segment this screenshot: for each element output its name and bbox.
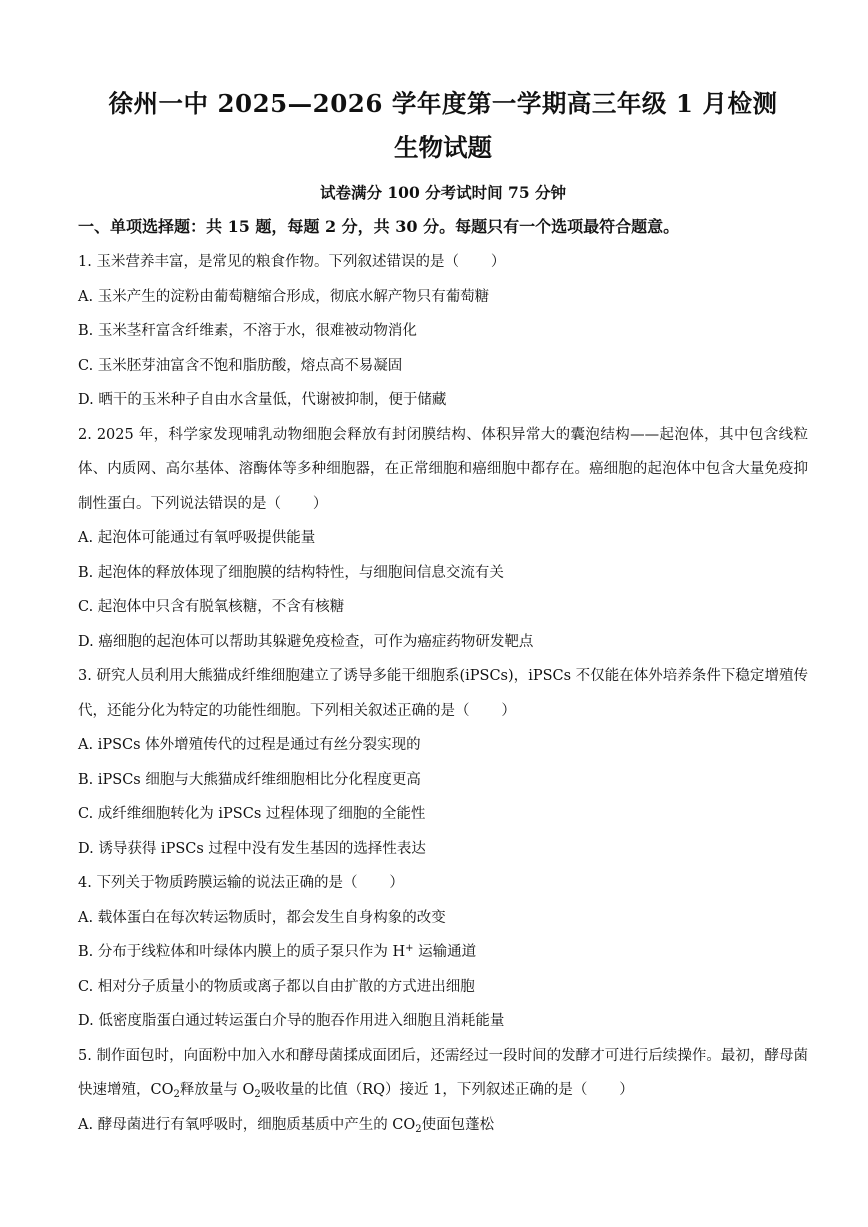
stem-text: 4. 下列关于物质跨膜运输的说法正确的是（ [78,875,358,891]
stem-text: 释放量与 O [179,1082,255,1098]
option-d: D. 癌细胞的起泡体可以帮助其躲避免疫检查，可作为癌症药物研发靶点 [78,633,534,650]
stem-text: 2. 2025 年，科学家发现哺乳动物细胞会释放有封闭膜结构、体积异常大的囊泡结构——起泡体，其中包含线粒体、内质网、高尔基体、溶酶体等多种细胞器，在正常细胞和癌细胞中都存在。癌细胞的起泡体中包含大量免疫抑制性蛋白。下列说法错误的是（ [78,426,808,512]
option-a: A. iPSCs 体外增殖传代的过程是通过有丝分裂实现的 [78,737,421,753]
question-stem [78,418,808,522]
exam-title: 徐州一中 2025—2026 学年度第一学期高三年级 1 月检测 [108,89,778,118]
question-stem [78,659,808,728]
option-c: C. 玉米胚芽油富含不饱和脂肪酸，熔点高不易凝固 [78,357,403,374]
stem-text: 1. 玉米营养丰富，是常见的粮食作物。下列叙述错误的是（ [78,254,459,270]
option-text-end: 运输通道 [413,944,477,960]
stem-text: 3. 研究人员利用大熊猫成纤维细胞建立了诱导多能干细胞系(iPSCs)，iPSCs 不仅能在体外培养条件下稳定增殖传代，还能分化为特定的功能性细胞。下列相关叙述正确的是（ [78,668,808,719]
question-3 [78,659,808,866]
subscript: 2 [173,1089,180,1100]
option-c: C. 相对分子质量小的物质或离子都以自由扩散的方式进出细胞 [78,978,475,995]
question-stem [78,1039,808,1108]
option-text: B. 分布于线粒体和叶绿体内膜上的质子泵只作为 H [78,944,406,960]
option-b: B. 玉米茎秆富含纤维素，不溶于水，很难被动物消化 [78,323,417,339]
exam-info: 试卷满分 100 分考试时间 75 分钟 [319,183,566,202]
superscript: + [405,943,414,954]
subscript: 2 [254,1089,261,1100]
stem-text: 5. 制作面包时，向面粉中加入水和酵母菌揉成面团后，还需经过一段时间的发酵才可进行后续操作。最初，酵母菌快速增殖，CO [78,1047,808,1098]
option-a: A. 起泡体可能通过有氧呼吸提供能量 [78,530,316,546]
option-a [78,1108,808,1143]
option-b: B. iPSCs 细胞与大熊猫成纤维细胞相比分化程度更高 [78,771,421,788]
option-c: C. 成纤维细胞转化为 iPSCs 过程体现了细胞的全能性 [78,806,426,822]
stem-text: 吸收量的比值（RQ）接近 1，下列叙述正确的是（ [260,1082,588,1098]
option-a: A. 玉米产生的淀粉由葡萄糖缩合形成，彻底水解产物只有葡萄糖 [78,288,490,305]
stem-text-end: ） [490,254,506,270]
section-heading: 一、单项选择题：共 15 题，每题 2 分，共 30 分。每题只有一个选项最符合题意。 [78,217,680,236]
question-stem [78,866,808,901]
question-5 [78,1039,808,1143]
question-stem [78,245,808,280]
option-d: D. 晒干的玉米种子自由水含量低，代谢被抑制，便于储藏 [78,392,447,408]
option-a: A. 载体蛋白在每次转运物质时，都会发生自身构象的改变 [78,909,446,926]
option-d: D. 低密度脂蛋白通过转运蛋白介导的胞吞作用进入细胞且消耗能量 [78,1013,505,1029]
option-b: B. 起泡体的释放体现了细胞膜的结构特性，与细胞间信息交流有关 [78,564,504,581]
question-4 [78,866,808,1039]
subscript: 2 [415,1123,422,1135]
stem-text-end: ） [619,1082,634,1098]
question-1 [78,245,808,418]
stem-text-end: ） [389,875,404,891]
option-d: D. 诱导获得 iPSCs 过程中没有发生基因的选择性表达 [78,840,426,857]
option-text: A. 酵母菌进行有氧呼吸时，细胞质基质中产生的 CO [78,1116,416,1133]
stem-text-end: ） [312,495,328,512]
option-c: C. 起泡体中只含有脱氧核糖，不含有核糖 [78,599,345,615]
question-2 [78,418,808,660]
option-b [78,935,808,970]
subject-title: 生物试题 [394,133,492,162]
option-text-end: 使面包蓬松 [421,1116,495,1133]
stem-text-end: ） [501,702,516,719]
